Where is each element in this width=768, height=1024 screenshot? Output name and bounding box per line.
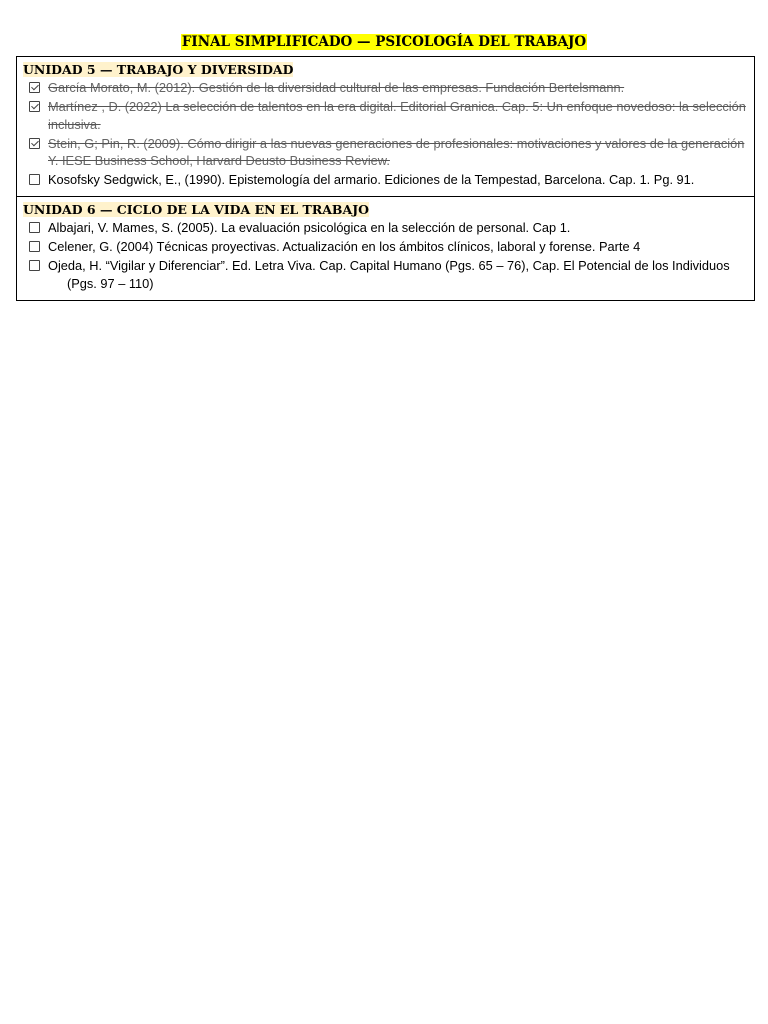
reference-text: Celener, G. (2004) Técnicas proyectivas. Actualización en los ámbitos clínicos, laboral y forense. Parte 4 [48, 239, 641, 254]
checkbox[interactable] [29, 241, 40, 252]
reference-text: Albajari, V. Mames, S. (2005). La evaluación psicológica en la selección de personal. Cap 1. [48, 220, 571, 235]
checklist-item [29, 257, 748, 294]
checklist-item [29, 219, 748, 238]
checklist-item [29, 238, 748, 257]
checklist-item [29, 135, 748, 172]
checkbox[interactable] [29, 222, 40, 233]
unit-heading: UNIDAD 5 — TRABAJO Y DIVERSIDAD [23, 62, 294, 77]
checklist-item [29, 79, 748, 98]
document-title [0, 33, 768, 51]
checklist-item [29, 98, 748, 135]
unit-heading: UNIDAD 6 — CICLO DE LA VIDA EN EL TRABAJO [23, 202, 370, 217]
reference-text: Ojeda, H. “Vigilar y Diferenciar”. Ed. Letra Viva. Cap. Capital Humano (Pgs. 65 – 76), Cap. El Potencial de los Individuos (Pgs. 97 – 110) [48, 258, 730, 291]
reference-text: García Morato, M. (2012). Gestión de la diversidad cultural de las empresas. Fundación Bertelsmann. [48, 80, 625, 95]
checkbox[interactable] [29, 260, 40, 271]
reference-text: Martínez , D. (2022) La selección de talentos en la era digital. Editorial Granica. Cap. 5: Un enfoque novedoso: la selección inclusiva. [48, 99, 746, 132]
document-title-text: FINAL SIMPLIFICADO — PSICOLOGÍA DEL TRABAJO [181, 34, 587, 50]
checkbox[interactable] [29, 174, 40, 185]
checkbox-checked[interactable] [29, 138, 40, 149]
unit-6-section [17, 196, 754, 300]
units-table [16, 56, 755, 301]
checklist-item [29, 171, 748, 190]
reference-text: Stein, G; Pin, R. (2009). Cómo dirigir a las nuevas generaciones de profesionales: motivaciones y valores de la generación Y. IESE Business School, Harvard Deusto Business Review. [48, 135, 745, 168]
checkbox-checked[interactable] [29, 82, 40, 93]
unit-5-section [17, 57, 754, 196]
checkbox-checked[interactable] [29, 101, 40, 112]
reference-text: Kosofsky Sedgwick, E., (1990). Epistemología del armario. Ediciones de la Tempestad, Barcelona. Cap. 1. Pg. 91. [48, 172, 695, 187]
